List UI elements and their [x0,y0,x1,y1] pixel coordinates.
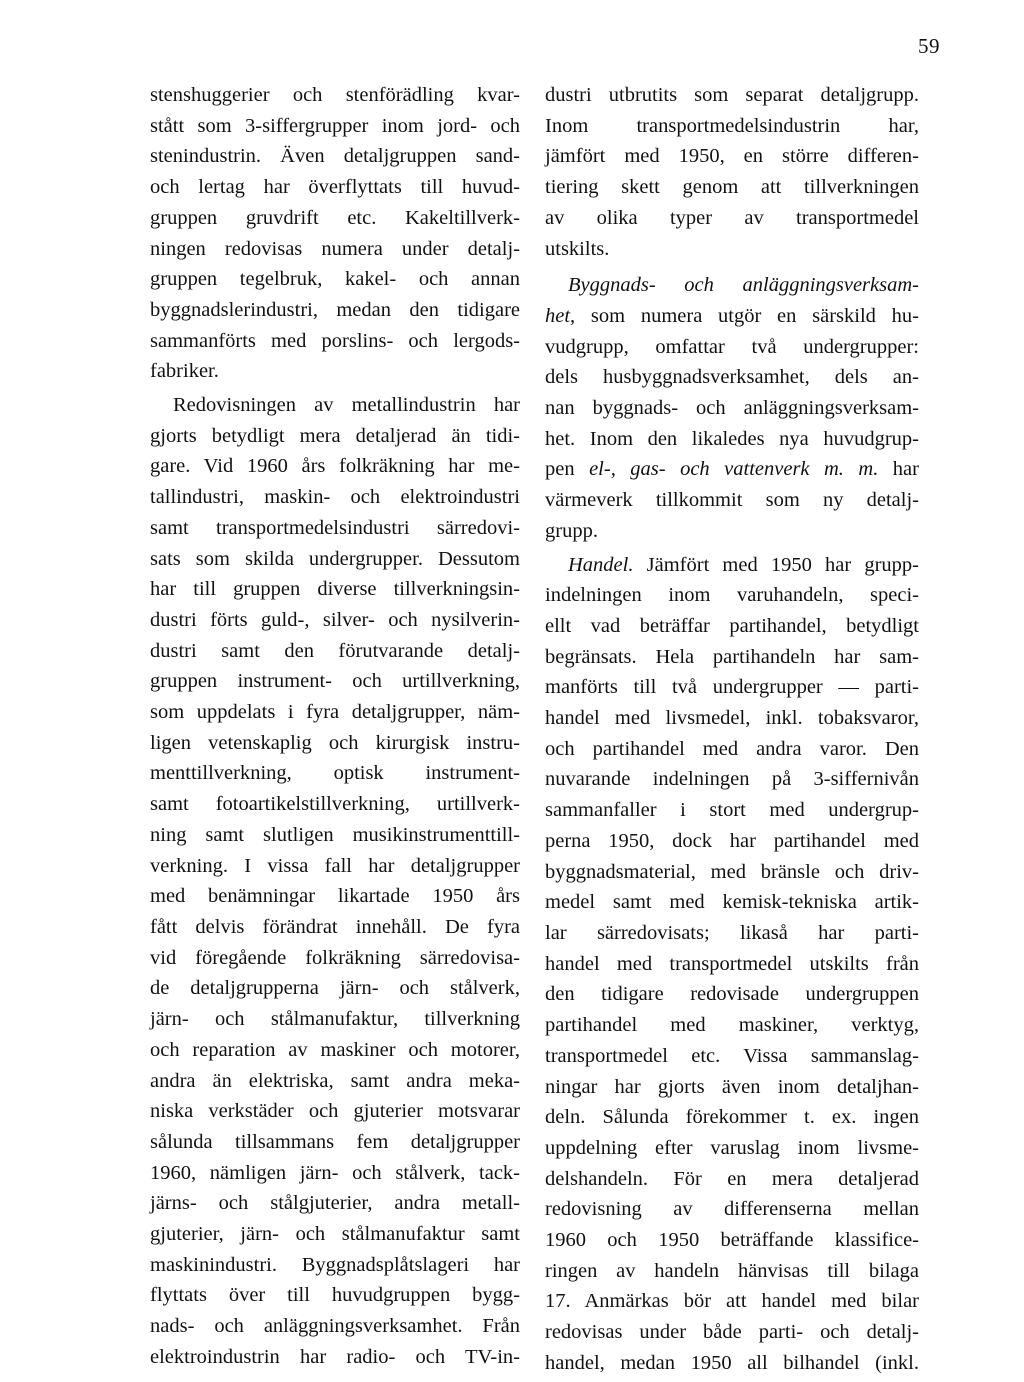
text-line: flyttats över till huvudgruppen bygg- [150,1284,520,1307]
text-fragment: som numera utgör en särskild hu- [575,304,919,327]
paragraph-stenindustri [150,80,520,387]
text-line: stenindustrin. Även detaljgruppen sand- [150,145,520,168]
text-line: 1960 och 1950 beträffande klassifice- [545,1229,919,1252]
text-line: av olika typer av transportmedel [545,206,919,229]
text-line: och lertag har överflyttats till huvud- [150,176,520,199]
text-line: nuvarande indelningen på 3-siffernivån [545,768,919,791]
text-line: indelningen inom varuhandeln, speci- [545,584,919,607]
paragraph-handel [545,550,919,1379]
text-line: som uppdelats i fyra detaljgrupper, näm- [150,701,520,724]
text-line: med benämningar likartade 1950 års [150,885,520,908]
text-line: ringen av handeln hänvisas till bilaga [545,1259,919,1282]
text-line: tallindustri, maskin- och elektroindustri [150,486,520,509]
text-line: järns- och stålgjuterier, andra metall- [150,1192,520,1215]
text-line: maskinindustri. Byggnadsplåtslageri har [150,1253,520,1276]
paragraph-byggnadsverksamhet [545,270,919,546]
text-line: samt fotoartikelstillverkning, urtillverk- [150,793,520,816]
page-number: 59 [918,34,940,58]
text-line: partihandel med maskiner, verktyg, [545,1014,919,1037]
text-line: handel med livsmedel, inkl. tobaksvaror, [545,707,919,730]
text-line [545,550,919,581]
text-line: samt transportmedelsindustri särredovi- [150,516,520,539]
text-line: och reparation av maskiner och motorer, [150,1038,520,1061]
text-line: utskilts. [545,237,610,260]
text-line: Inom transportmedelsindustrin har, [545,114,919,137]
left-column [150,80,520,1373]
text-fragment: Jämfört med 1950 har grupp- [633,553,919,576]
text-line: stått som 3-siffergrupper inom jord- och [150,114,520,137]
text-line: dustri utbrutits som separat detaljgrupp. [545,84,919,106]
text-line: ningar har gjorts även inom detaljhan- [545,1075,919,1098]
text-line: Redovisningen av metallindustrin har [173,394,520,417]
text-line: fått delvis förändrat innehåll. De fyra [150,915,520,938]
text-line: dels husbyggnadsverksamhet, dels an- [545,366,919,389]
text-line [545,270,919,301]
text-line: järn- och stålmanufaktur, tillverkning [150,1008,520,1031]
italic-term-el-gas-vatten: el-, gas- och vattenverk m. m. [589,458,879,481]
text-line [545,454,919,485]
text-line: handel med transportmedel utskilts från [545,952,919,975]
text-line: perna 1950, dock har partihandel med [545,829,919,852]
text-line: redovisas under både parti- och detalj- [545,1321,919,1344]
text-line: niska verkstäder och gjuterier motsvarar [150,1100,520,1123]
text-line: jämfört med 1950, en större differen- [545,145,919,168]
text-line: byggnadsmaterial, med bränsle och driv- [545,860,919,883]
text-line: het. Inom den likaledes nya huvudgrup- [545,427,919,450]
text-line: gjuterier, järn- och stålmanufaktur samt [150,1223,520,1246]
text-line: nan byggnads- och anläggningsverksam- [545,397,919,420]
text-line [545,301,919,332]
text-line: sammanfaller i stort med undergrup- [545,799,919,822]
text-line: begränsats. Hela partihandeln har sam- [545,645,919,668]
section-heading-byggnads: Byggnads- och anläggningsverksam- [568,274,919,297]
text-line: menttillverkning, optisk instrument- [150,762,520,785]
text-line: gare. Vid 1960 års folkräkning har me- [150,455,520,478]
text-line: lar särredovisats; likaså har parti- [545,921,919,944]
text-line: gruppen gruvdrift etc. Kakeltillverk- [150,206,520,229]
section-heading-byggnads-cont: het, [545,304,576,327]
text-line: redovisning av differenserna mellan [545,1198,919,1221]
text-line: manförts till två undergrupper — parti- [545,676,919,699]
text-line: stenshuggerier och stenförädling kvar- [150,84,520,106]
paragraph-metallindustri [150,390,520,1373]
text-line: värmeverk tillkommit som ny detalj- [545,489,919,512]
text-line: vid föregående folkräkning särredovisa- [150,946,520,969]
text-line: sålunda tillsammans fem detaljgrupper [150,1130,520,1153]
text-line: andra än elektriska, samt andra meka- [150,1069,520,1092]
text-line: gruppen tegelbruk, kakel- och annan [150,268,520,291]
text-line: tiering skett genom att tillverkningen [545,176,919,199]
text-line: och partihandel med andra varor. Den [545,737,919,760]
text-line: ligen vetenskaplig och kirurgisk instru- [150,731,520,754]
text-line: sats som skilda undergrupper. Dessutom [150,547,520,570]
text-line: handel, medan 1950 all bilhandel (inkl. [545,1351,919,1374]
text-line: dustri samt den förutvarande detalj- [150,639,520,662]
text-line: byggnadslerindustri, medan den tidigare [150,298,520,321]
text-line: delshandeln. För en mera detaljerad [545,1167,919,1190]
text-line: deln. Sålunda förekommer t. ex. ingen [545,1106,919,1129]
text-line: verkning. I vissa fall har detaljgrupper [150,854,520,877]
text-line: fabriker. [150,360,219,383]
text-line: uppdelning efter varuslag inom livsme- [545,1136,919,1159]
section-heading-handel: Handel. [568,553,634,576]
text-line: dustri förts guld-, silver- och nysilverin- [150,608,520,631]
text-line: ningen redovisas numera under detalj- [150,237,520,260]
text-line: de detaljgrupperna järn- och stålverk, [150,977,520,1000]
text-line: 17. Anmärkas bör att handel med bilar [545,1290,919,1313]
text-line: sammanförts med porslins- och lergods- [150,329,520,352]
text-line: vudgrupp, omfattar två undergrupper: [545,335,919,358]
text-line: nads- och anläggningsverksamhet. Från [150,1315,520,1338]
text-line: den tidigare redovisade undergruppen [545,983,919,1006]
text-line: transportmedel etc. Vissa sammanslag- [545,1044,919,1067]
text-fragment: har [878,458,919,481]
text-line: 1960, nämligen järn- och stålverk, tack- [150,1161,520,1184]
right-column [545,80,919,1379]
text-line: ellt vad beträffar partihandel, betydligt [545,614,919,637]
text-line: gjorts betydligt mera detaljerad än tidi- [150,424,520,447]
text-line: har till gruppen diverse tillverkningsin- [150,578,520,601]
text-line: elektroindustrin har radio- och TV-in- [150,1345,520,1368]
text-line: medel samt med kemisk-tekniska artik- [545,891,919,914]
paragraph-transportmedel [545,80,919,264]
text-line: ning samt slutligen musikinstrumenttill- [150,823,520,846]
text-fragment: pen [545,458,590,481]
text-line: gruppen instrument- och urtillverkning, [150,670,520,693]
text-line: grupp. [545,519,598,542]
